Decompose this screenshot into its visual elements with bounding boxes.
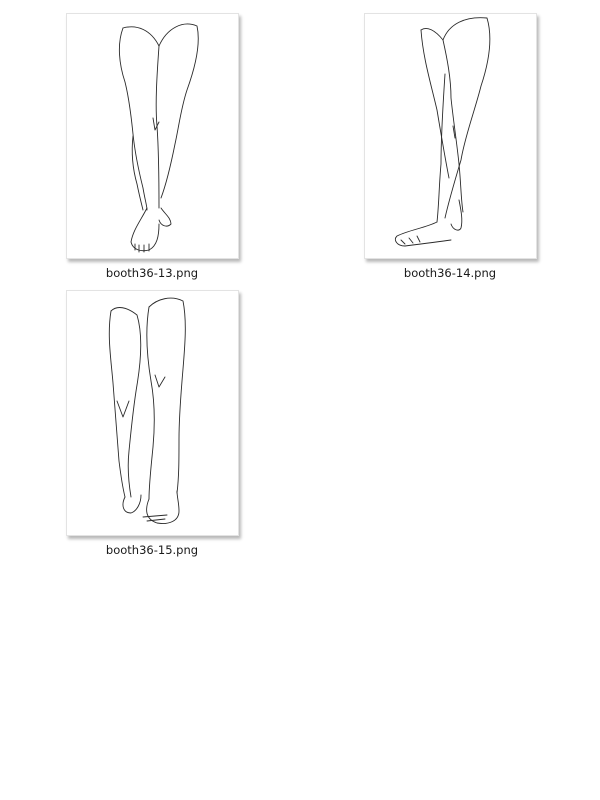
thumbnail-image[interactable] xyxy=(66,13,239,259)
file-name-label[interactable]: booth36-15.png xyxy=(105,543,199,557)
legs-sketch-icon xyxy=(67,291,238,535)
legs-sketch-icon xyxy=(67,14,238,258)
thumbnail-image[interactable] xyxy=(364,13,537,259)
file-item-booth36-15[interactable] xyxy=(66,290,246,565)
file-item-booth36-13[interactable] xyxy=(66,13,246,288)
thumbnail-image[interactable] xyxy=(66,290,239,536)
file-name-label[interactable]: booth36-13.png xyxy=(105,266,199,280)
legs-sketch-icon xyxy=(365,14,536,258)
file-item-booth36-14[interactable] xyxy=(364,13,544,288)
file-name-label[interactable]: booth36-14.png xyxy=(403,266,497,280)
